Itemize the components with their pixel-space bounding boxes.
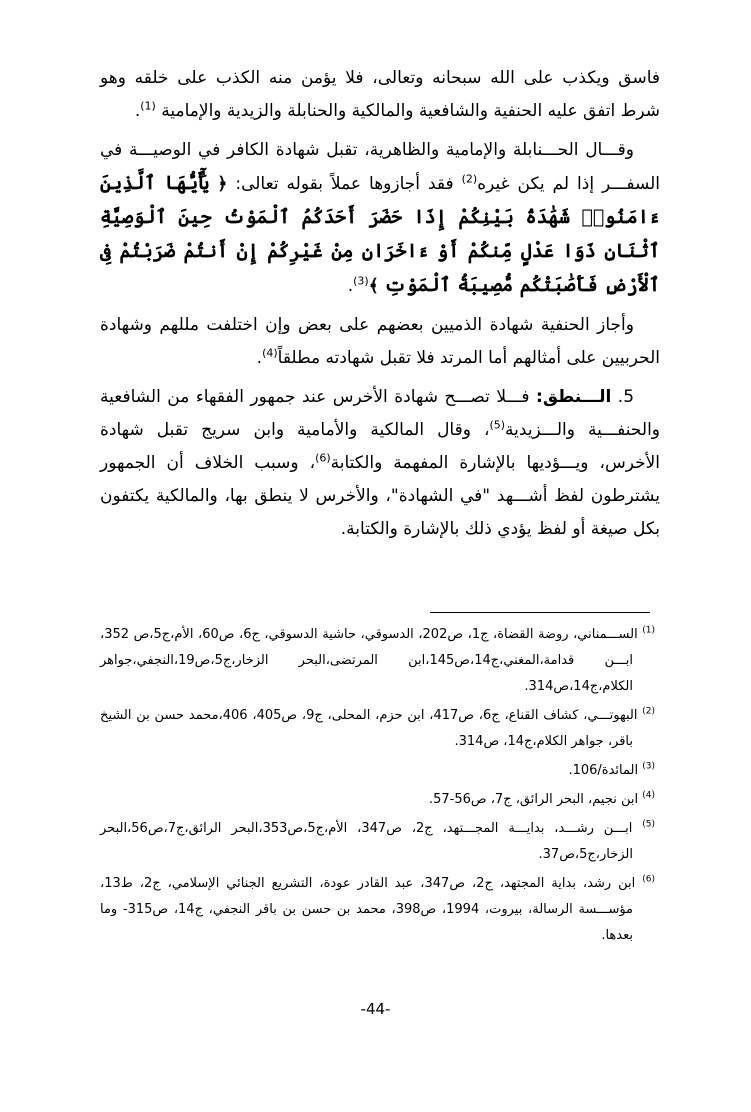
footnote-number: (3): [642, 761, 655, 772]
paragraph-3-text: وأجاز الحنفية شهادة الذميين بعضهم على بعض وإن اختلفت مللهم وشهادة الحربيين على أمثالهم أما المرتد فلا تقبل شهادته مطلقاً: [100, 315, 660, 368]
paragraph-4-text-2: ، وقال المالكية والأمامية وابن سريج تقبل شهادة الأخرس، ويـــؤديها بالإشارة المفهمة والكتابة: [100, 420, 660, 473]
footnote-text: ابـــن رشـــد، بدايـــة المجـــتهد، ج2، ص347، الأم،ج5،ص353،البحر الرائق،ج7،ص56،البحر الزخار،ج5،ص37.: [100, 821, 633, 862]
footnote-ref-6: (6): [315, 451, 331, 465]
footnote-text: الســـمناني، روضة القضاة، ج1، ص202، الدسوقي، حاشية الدسوقي، ج6، ص60، الأم،ج5،ص 352، ابـــن قدامة،المغني،ج14،ص145،ابن المرتضى،البحر الزخار،ج5،ص19،النجفي،جواهر الكلام،ج14،ص314.: [100, 627, 638, 694]
footnote-number: (2): [642, 706, 656, 717]
footnote-number: (1): [642, 625, 656, 636]
quran-close-ornament: ﴾: [368, 276, 379, 296]
paragraph-2-text: وقـــال الحـــنابلة والإمامية والظاهرية، تقبل شهادة الكافر في الوصيـــة في السفـــر إذا لم يكن غيره: [100, 140, 661, 194]
footnote-text: المائدة/106.: [568, 763, 639, 778]
footnote-ref-2: (2): [461, 172, 478, 186]
footnote: [100, 787, 655, 813]
footnotes: [100, 622, 655, 952]
footnote-number: (4): [642, 790, 655, 801]
footnote-divider: [430, 612, 650, 613]
footnote: [100, 703, 655, 755]
paragraph-4: [100, 381, 660, 546]
footnote: [100, 871, 655, 949]
paragraph-1: فاسق ويكذب على الله سبحانه وتعالى، فلا يؤمن منه الكذب على خلقه وهو شرط اتفق عليه الحنفية والشافعية والمالكية والحنابلة والزيدية والإمامية $^{(1)}$.: [100, 68, 660, 121]
main-text: [100, 62, 660, 546]
quran-verse: يَٰٓأَيُّهَا ٱلَّذِينَ ءَامَنُوا۟ شَهَٰدَةُ بَيْنِكُمْ إِذَا حَضَرَ أَحَدَكُمُ ٱلْمَوْتُ حِينَ ٱلْوَصِيَّةِ ٱثْنَانِ ذَوَا عَدْلٍ مِّنكُمْ أَوْ ءَاخَرَانِ مِنْ غَيْرِكُمْ إِنْ أَنتُمْ ضَرَبْتُمْ فِى ٱلْأَرْضِ فَأَصَٰبَتْكُم مُّصِيبَةُ ٱلْمَوْتِ: [100, 172, 660, 296]
footnote: [100, 622, 655, 700]
footnote-ref-5: (5): [489, 418, 506, 432]
page-number: -44-: [360, 1000, 391, 1018]
footnote-text: ابن رشد، بداية المجتهد، ج2، ص347، عبد القادر عودة، التشريع الجنائي الإسلامي، ج2، ط13، مؤســـسة الرسالة، بيروت، 1994، ص398، محمد بن حسن بن باقر النجفي، ج14، ص315- وما بعدها.: [100, 876, 636, 943]
footnote-text: البهوتـــي، كشاف القناع، ج6، ص417، ابن حزم، المحلى، ج9، ص405، 406،محمد حسن بن الشيخ باقر، جواهر الكلام،ج14، ص314.: [100, 708, 638, 749]
footnote-ref-4: (4): [262, 346, 278, 360]
paragraph-1-text: فاسق ويكذب على الله سبحانه وتعالى، فلا يؤمن منه الكذب على خلقه وهو شرط اتفق عليه الحنفية والشافعية والمالكية والحنابلة والزيدية والإمامية: [100, 68, 660, 121]
paragraph-4-text-3: ، وسبب الخلاف أن الجمهور يشترطون لفظ أشـــهد "في الشهادة"، والأخرس لا ينطق بها، والمالكية يكتفون بكل صيغة أو لفظ يؤدي ذلك بالإشارة والكتابة.: [100, 453, 660, 539]
footnote-number: (5): [642, 819, 656, 830]
footnote: [100, 816, 655, 868]
paragraph-3: وأجاز الحنفية شهادة الذميين بعضهم على بعض وإن اختلفت مللهم وشهادة الحربيين على أمثالهم أما المرتد فلا تقبل شهادته مطلقاً$^{(4)}$.: [100, 315, 660, 368]
paragraph-2: وقـــال الحـــنابلة والإمامية والظاهرية، تقبل شهادة الكافر في الوصيـــة في السفـــر إذا لم يكن غيره$^{(2)}$ فقد أجازوها عملاً بقوله تعالى: ﴿ يَٰٓأَيُّهَا ٱلَّذِينَ ءَامَنُوا۟ شَهَٰدَةُ بَيْنِكُمْ إِذَا حَضَرَ أَحَدَكُمُ ٱلْمَوْتُ حِينَ ٱلْوَصِيَّةِ ٱثْنَانِ ذَوَا عَدْلٍ مِّنكُمْ أَوْ ءَاخَرَانِ مِنْ غَيْرِكُمْ إِنْ أَنتُمْ ضَرَبْتُمْ فِى ٱلْأَرْضِ فَأَصَٰبَتْكُم مُّصِيبَةُ ٱلْمَوْتِ ﴾$^{(3)}$.: [100, 140, 661, 296]
paragraph-2-mid: فقد أجازوها عملاً بقوله تعالى:: [227, 174, 462, 194]
item-number: 5.: [611, 387, 635, 407]
quran-open-ornament: ﴿: [217, 174, 228, 194]
footnote-text: ابن نجيم، البحر الرائق، ج7، ص56-57.: [428, 792, 639, 807]
item-heading: الـــنطق:: [536, 387, 612, 407]
footnote-number: (6): [642, 874, 656, 885]
footnote-ref-1: (1): [140, 99, 156, 113]
paragraph-4-text-1: فـــلا تصـــح شهادة الأخرس عند جمهور الفقهاء من الشافعية والحنفـــية والـــزيدية: [100, 387, 660, 440]
footnote: [100, 758, 655, 784]
footnote-ref-3: (3): [353, 274, 369, 288]
